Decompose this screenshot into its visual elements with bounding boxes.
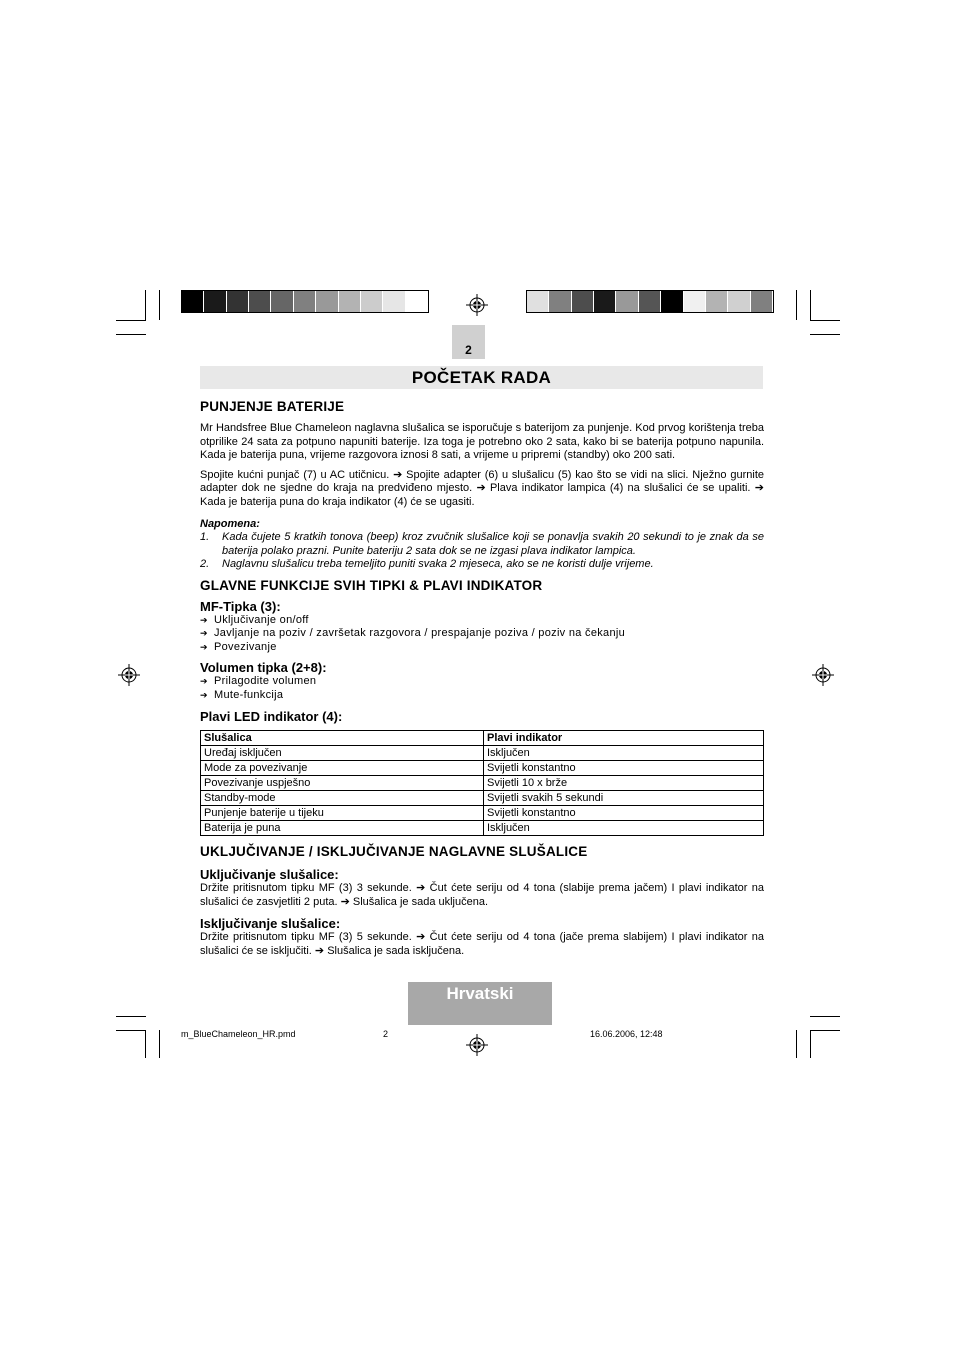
- table-cell: Isključen: [484, 746, 764, 761]
- table-cell: Isključen: [484, 821, 764, 836]
- registration-mark-icon: [812, 664, 834, 686]
- color-swatch-bar-right: [526, 290, 774, 313]
- table-row: [201, 746, 764, 761]
- crop-mark: [810, 320, 840, 321]
- section-heading-functions: GLAVNE FUNKCIJE SVIH TIPKI & PLAVI INDIKATOR: [200, 577, 543, 593]
- table-cell: Baterija je puna: [201, 821, 484, 836]
- section-heading-power: UKLJUČIVANJE / ISKLJUČIVANJE NAGLAVNE SLUŠALICE: [200, 844, 588, 860]
- crop-mark: [145, 1030, 146, 1058]
- table-cell: Mode za povezivanje: [201, 761, 484, 776]
- color-swatch: [361, 291, 383, 312]
- table-header-row: [201, 731, 764, 746]
- list-item: [200, 675, 764, 689]
- list-item: [200, 627, 764, 641]
- color-swatch: [661, 291, 683, 312]
- color-swatch: [339, 291, 361, 312]
- arrow-icon: ➔: [200, 614, 208, 625]
- mf-button-list: [200, 614, 764, 655]
- crop-mark: [116, 1030, 146, 1031]
- note-number: 1.: [200, 531, 210, 544]
- color-swatch: [751, 291, 773, 312]
- crop-mark: [796, 1030, 797, 1058]
- arrow-icon: ➔: [200, 641, 208, 652]
- table-header: Slušalica: [201, 731, 484, 746]
- table-cell: Uređaj isključen: [201, 746, 484, 761]
- crop-mark: [810, 290, 811, 320]
- main-content: [200, 399, 764, 958]
- table-header: Plavi indikator: [484, 731, 764, 746]
- crop-mark: [145, 290, 146, 320]
- list-item-text: Mute-funkcija: [214, 688, 284, 701]
- title-bar: [200, 366, 763, 389]
- note-item: [200, 531, 764, 558]
- note-number: 2.: [200, 558, 210, 571]
- table-row: [201, 791, 764, 806]
- table-row: [201, 761, 764, 776]
- crop-mark: [116, 1016, 146, 1017]
- list-item-text: Povezivanje: [214, 640, 277, 653]
- color-swatch: [616, 291, 638, 312]
- list-item-text: Uključivanje on/off: [214, 613, 309, 626]
- table-cell: Svijetli konstantno: [484, 806, 764, 821]
- crop-mark: [116, 334, 146, 335]
- crop-mark: [159, 1030, 160, 1058]
- arrow-icon: ➔: [200, 628, 208, 639]
- led-status-table: [200, 730, 764, 836]
- arrow-icon: ➔: [200, 676, 208, 687]
- power-off-title: Isključivanje slušalice:: [200, 916, 341, 932]
- color-swatch: [271, 291, 293, 312]
- notes-block: [200, 518, 764, 572]
- note-text: Naglavnu slušalicu treba temeljito puniti svaka 2 mjeseca, ako se ne koristi dulje vrijeme.: [222, 558, 654, 571]
- crop-mark: [796, 290, 797, 320]
- color-swatch: [639, 291, 661, 312]
- color-swatch: [383, 291, 405, 312]
- table-cell: Punjenje baterije u tijeku: [201, 806, 484, 821]
- charging-paragraph-2: Spojite kućni punjač (7) u AC utičnicu. ➔ Spojite adapter (6) u slušalicu (5) kao što se vidi na slici. Nježno gurnite adapter dok ne sjedne do kraja na predviđeno mjesto. ➔ Plava indikator lampica (4) na slušalici će se upaliti. ➔ Kada je baterija puna do kraja indikator (4) će se ugasiti.: [200, 468, 764, 508]
- crop-mark: [810, 334, 840, 335]
- table-cell: Standby-mode: [201, 791, 484, 806]
- language-label: Hrvatski: [446, 984, 514, 1003]
- color-swatch: [728, 291, 750, 312]
- footer-page: 2: [383, 1029, 389, 1039]
- color-swatch: [706, 291, 728, 312]
- crop-mark: [810, 1030, 840, 1031]
- color-swatch: [527, 291, 549, 312]
- color-swatch: [294, 291, 316, 312]
- table-row: [201, 776, 764, 791]
- color-swatch: [406, 291, 428, 312]
- note-item: [200, 558, 764, 572]
- table-cell: Svijetli konstantno: [484, 761, 764, 776]
- arrow-icon: ➔: [200, 689, 208, 700]
- color-swatch: [549, 291, 571, 312]
- table-cell: Povezivanje uspješno: [201, 776, 484, 791]
- color-swatch: [316, 291, 338, 312]
- page-number: 2: [465, 343, 472, 357]
- footer-date: 16.06.2006, 12:48: [590, 1029, 663, 1039]
- led-indicator-title: Plavi LED indikator (4):: [200, 709, 343, 725]
- power-on-title: Uključivanje slušalice:: [200, 867, 339, 883]
- list-item: [200, 641, 764, 655]
- mf-button-title: MF-Tipka (3):: [200, 598, 281, 614]
- color-swatch: [249, 291, 271, 312]
- color-swatch: [594, 291, 616, 312]
- note-text: Kada čujete 5 kratkih tonova (beep) kroz zvučnik slušalice koji se ponavlja svakih 20 sekundi to je znak da se baterija polako prazni. Punite bateriju 2 sata dok se ne izgasi plava indikator lampica.: [222, 531, 764, 557]
- color-swatch: [684, 291, 706, 312]
- charging-paragraph-1: Mr Handsfree Blue Chameleon naglavna slušalica se isporučuje s baterijom za punjenje. Kod prvog korištenja treba otprilike 24 sata za potpuno napuniti baterije. Iza toga je potrebno oko 2 sata, kako bi se baterija potpuno napunila. Kada je baterija puna, vrijeme razgovora iznosi 8 sati, a vrijeme u pripremi (standby) oko 200 sati.: [200, 422, 764, 462]
- power-off-text: Držite pritisnutom tipku MF (3) 5 sekunde. ➔ Čut ćete seriju od 4 tona (jače prema slabijem) I plavi indikator na slušalici će se isključiti. ➔ Slušalica je sada isključena.: [200, 931, 764, 957]
- color-swatch: [227, 291, 249, 312]
- table-row: [201, 806, 764, 821]
- color-swatch-bar-left: [181, 290, 429, 313]
- registration-mark-icon: [118, 664, 140, 686]
- list-item: [200, 614, 764, 628]
- registration-mark-icon: [466, 294, 488, 316]
- table-row: [201, 821, 764, 836]
- crop-mark: [810, 1016, 840, 1017]
- crop-mark: [159, 290, 160, 320]
- power-on-text: Držite pritisnutom tipku MF (3) 3 sekunde. ➔ Čut ćete seriju od 4 tona (slabije prema jačem) I plavi indikator na slušalici će zasvjetliti 2 puta. ➔ Slušalica je sada uključena.: [200, 882, 764, 908]
- color-swatch: [182, 291, 204, 312]
- note-label: Napomena:: [200, 517, 260, 530]
- page-number-tab: [452, 325, 485, 359]
- list-item: [200, 689, 764, 703]
- list-item-text: Prilagodite volumen: [214, 675, 317, 688]
- footer-filename: m_BlueChameleon_HR.pmd: [181, 1029, 296, 1039]
- table-cell: Svijetli svakih 5 sekundi: [484, 791, 764, 806]
- language-tab: [408, 982, 552, 1025]
- table-cell: Svijetli 10 x brže: [484, 776, 764, 791]
- list-item-text: Javljanje na poziv / završetak razgovora / prespajanje poziva / poziv na čekanju: [214, 627, 626, 640]
- volume-button-title: Volumen tipka (2+8):: [200, 660, 327, 676]
- volume-button-list: [200, 675, 764, 702]
- page-title: POČETAK RADA: [411, 368, 552, 387]
- crop-mark: [810, 1030, 811, 1058]
- crop-mark: [116, 320, 146, 321]
- registration-mark-icon: [466, 1034, 488, 1056]
- color-swatch: [572, 291, 594, 312]
- color-swatch: [204, 291, 226, 312]
- section-heading-charging: PUNJENJE BATERIJE: [200, 399, 345, 414]
